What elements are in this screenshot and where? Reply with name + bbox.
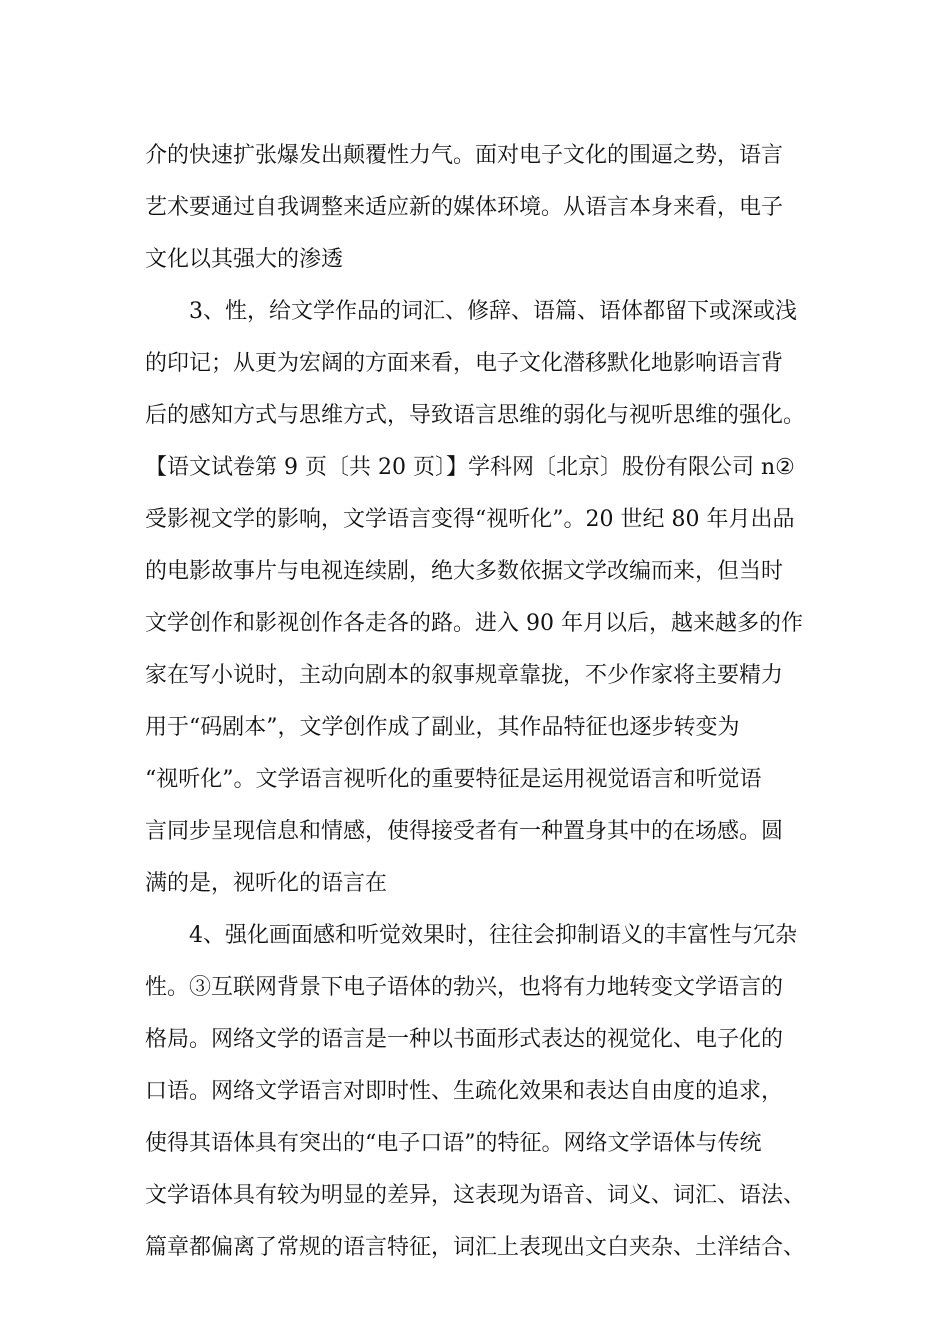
text-line: 篇章都偏离了常规的语言特征，词汇上表现出文白夹杂、土洋结合、	[145, 1235, 806, 1260]
text-line: 满的是，视听化的语言在	[145, 871, 388, 896]
text-line: 文化以其强大的渗透	[145, 247, 344, 272]
text-line: “视听化”。文学语言视听化的重要特征是运用视觉语言和听觉语	[145, 767, 762, 792]
text-line: 【语文试卷第 9 页〔共 20 页〕】学科网〔北京〕股份有限公司 n②	[145, 455, 795, 480]
text-line: 艺术要通过自我调整来适应新的媒体环境。从语言本身来看，电子	[145, 195, 784, 220]
text-line: 的电影故事片与电视连续剧，绝大多数依据文学改编而来，但当时	[145, 559, 784, 584]
paragraph-start-line: 3、性，给文学作品的词汇、修辞、语篇、语体都留下或深或浅	[189, 299, 797, 324]
text-line: 使得其语体具有突出的“电子口语”的特征。网络文学语体与传统	[145, 1131, 762, 1156]
text-line: 言同步呈现信息和情感，使得接受者有一种置身其中的在场感。圆	[145, 819, 784, 844]
text-line: 受影视文学的影响，文学语言变得“视听化”。20 世纪 80 年月出品	[145, 507, 795, 532]
text-line: 文学创作和影视创作各走各的路。进入 90 年月以后，越来越多的作	[145, 611, 803, 636]
text-line: 介的快速扩张爆发出颠覆性力气。面对电子文化的围逼之势，语言	[145, 143, 784, 168]
paragraph-start-line: 4、强化画面感和听觉效果时，往往会抑制语义的丰富性与冗杂	[189, 923, 797, 948]
text-line: 文学语体具有较为明显的差异，这表现为语音、词义、词汇、语法、	[145, 1183, 806, 1208]
body-text	[145, 130, 835, 1274]
text-line: 的印记；从更为宏阔的方面来看，电子文化潜移默化地影响语言背	[145, 351, 784, 376]
text-line: 后的感知方式与思维方式，导致语言思维的弱化与视听思维的强化。	[145, 403, 806, 428]
text-line: 用于“码剧本”，文学创作成了副业，其作品特征也逐步转变为	[145, 715, 740, 740]
text-line: 口语。网络文学语言对即时性、生疏化效果和表达自由度的追求，	[145, 1079, 784, 1104]
text-line: 家在写小说时，主动向剧本的叙事规章靠拢，不少作家将主要精力	[145, 663, 784, 688]
text-line: 性。③互联网背景下电子语体的勃兴，也将有力地转变文学语言的	[145, 975, 784, 1000]
text-line: 格局。网络文学的语言是一种以书面形式表达的视觉化、电子化的	[145, 1027, 784, 1052]
